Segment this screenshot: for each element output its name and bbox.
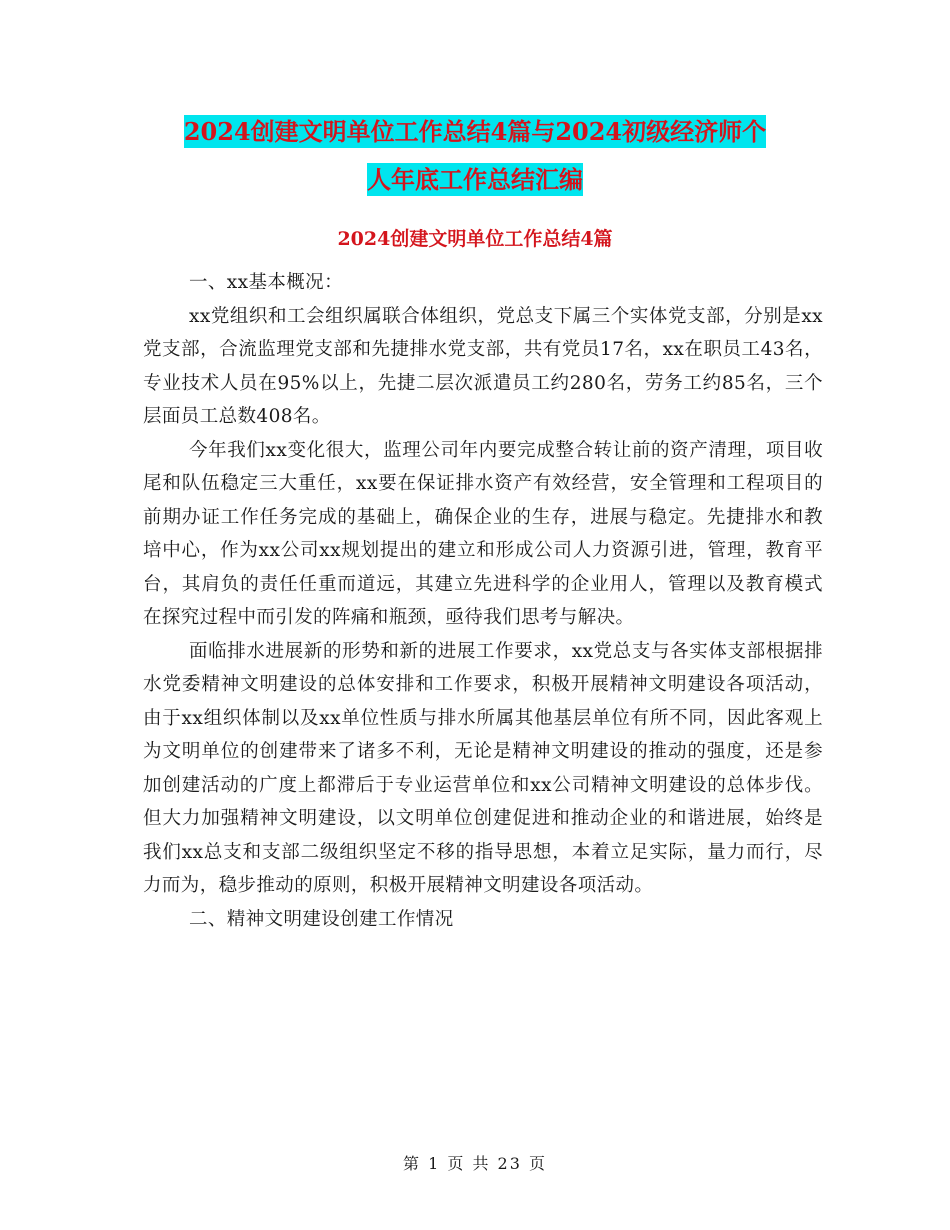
page-footer: 第 1 页 共 23 页 <box>403 1154 547 1173</box>
title-line-2: 人年底工作总结汇编 <box>367 165 583 194</box>
paragraph-situation: 面临排水进展新的形势和新的进展工作要求，xx党总支与各实体支部根据排水党委精神文明建设的总体安排和工作要求，积极开展精神文明建设各项活动，由于xx组织体制以及xx单位性质与排水所属其他基层单位有所不同，因此客观上为文明单位的创建带来了诸多不利，无论是精神文明建设的推动的强度，还是参加创建活动的广度上都滞后于专业运营单位和xx公司精神文明建设的总体步伐。但大力加强精神文明建设，以文明单位创建促进和推动企业的和谐进展，始终是我们xx总支和支部二级组织坚定不移的指导思想，本着立足实际，量力而行，尽力而为，稳步推动的原则，积极开展精神文明建设各项活动。 <box>143 640 823 896</box>
paragraph-overview-heading: 一、xx基本概况： <box>189 272 343 293</box>
title-line-1: 2024创建文明单位工作总结4篇与2024初级经济师个 <box>183 117 767 146</box>
paragraph-organization: xx党组织和工会组织属联合体组织，党总支下属三个实体党支部，分别是xx党支部，合流监理党支部和先捷排水党支部，共有党员17名，xx在职员工43名，专业技术人员在95%以上，先捷二层次派遣员工约280名，劳务工约85名，三个层面员工总数408名。 <box>143 305 823 427</box>
document-body <box>143 266 823 936</box>
section-heading: 2024创建文明单位工作总结4篇 <box>337 228 613 250</box>
paragraph-section-two-heading: 二、精神文明建设创建工作情况 <box>189 908 454 930</box>
document-title <box>0 108 950 204</box>
paragraph-changes: 今年我们xx变化很大，监理公司年内要完成整合转让前的资产清理，项目收尾和队伍稳定三大重任，xx要在保证排水资产有效经营，安全管理和工程项目的前期办证工作任务完成的基础上，确保企业的生存，进展与稳定。先捷排水和教培中心，作为xx公司xx规划提出的建立和形成公司人力资源引进，管理，教育平台，其肩负的责任任重而道远，其建立先进科学的企业用人，管理以及教育模式在探究过程中而引发的阵痛和瓶颈，亟待我们思考与解决。 <box>143 439 823 628</box>
